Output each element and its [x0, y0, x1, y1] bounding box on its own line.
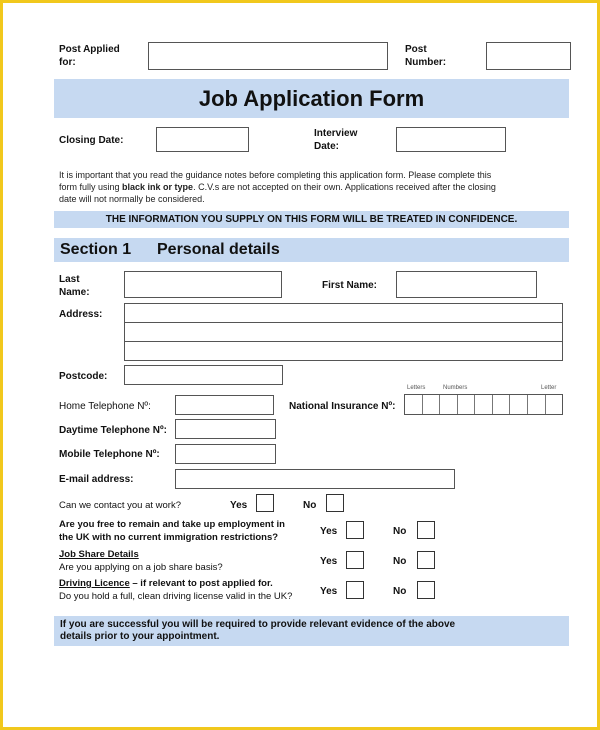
closing-date-field[interactable] [156, 127, 249, 152]
job-share-yes-checkbox[interactable] [346, 551, 364, 569]
evidence-notice-band [54, 616, 569, 646]
post-applied-label-line2: for: [59, 57, 76, 68]
postcode-label: Postcode: [59, 371, 108, 382]
evidence-notice-line2: details prior to your appointment. [60, 631, 220, 642]
home-telephone-label: Home Telephone Nº: [59, 401, 151, 412]
ni-cell[interactable] [440, 395, 458, 414]
post-number-label-line2: Number: [405, 57, 447, 68]
immigration-question [59, 518, 285, 544]
immigration-question-line1: Are you free to remain and take up employment in [59, 519, 285, 530]
post-applied-label [59, 43, 120, 69]
ni-cell[interactable] [423, 395, 441, 414]
immigration-yes-checkbox[interactable] [346, 521, 364, 539]
postcode-field[interactable] [124, 365, 283, 385]
ni-cell[interactable] [546, 395, 563, 414]
daytime-telephone-field[interactable] [175, 419, 276, 439]
address-line-2[interactable] [124, 322, 563, 342]
driving-licence-no-checkbox[interactable] [417, 581, 435, 599]
address-label: Address: [59, 309, 103, 320]
ni-cell[interactable] [405, 395, 423, 414]
confidence-banner [54, 211, 569, 228]
daytime-telephone-label: Daytime Telephone Nº: [59, 425, 167, 436]
post-number-field[interactable] [486, 42, 571, 70]
ni-cell[interactable] [458, 395, 476, 414]
first-name-label: First Name: [322, 280, 378, 291]
guidance-notice-line1: It is important that you read the guidance notes before completing this application form. Please complete this [59, 170, 492, 180]
yes-label: Yes [320, 526, 338, 537]
evidence-notice-line1: If you are successful you will be required to provide relevant evidence of the above [60, 619, 456, 630]
guidance-notice [59, 169, 567, 205]
last-name-field[interactable] [124, 271, 282, 298]
contact-at-work-question: Can we contact you at work? [59, 500, 181, 511]
guidance-notice-line3: date will not normally be considered. [59, 194, 205, 204]
home-telephone-field[interactable] [175, 395, 274, 415]
ni-cell[interactable] [493, 395, 511, 414]
no-label: No [393, 526, 407, 537]
mobile-telephone-field[interactable] [175, 444, 276, 464]
job-share-title: Job Share Details [59, 549, 139, 560]
immigration-question-line2: the UK with no current immigration restrictions? [59, 532, 279, 543]
form-title: Job Application Form [198, 86, 425, 111]
post-applied-field[interactable] [148, 42, 388, 70]
contact-at-work-yes-checkbox[interactable] [256, 494, 274, 512]
driving-licence-yes-checkbox[interactable] [346, 581, 364, 599]
section-number: Section 1 [60, 241, 132, 258]
address-line-3[interactable] [124, 341, 563, 361]
ni-cell[interactable] [510, 395, 528, 414]
section-1-band [54, 238, 569, 262]
immigration-no-checkbox[interactable] [417, 521, 435, 539]
section-title: Personal details [157, 241, 280, 258]
national-insurance-field[interactable] [404, 394, 563, 415]
post-number-label-line1: Post [405, 44, 427, 55]
notice-emphasis: black ink or type [122, 182, 194, 192]
yes-label: Yes [320, 556, 338, 567]
driving-licence-title: Driving Licence [59, 578, 130, 589]
last-name-label-line1: Last [59, 274, 80, 285]
job-share-heading [59, 548, 223, 574]
job-share-question: Are you applying on a job share basis? [59, 562, 223, 573]
yes-label: Yes [230, 500, 248, 511]
interview-date-label-line1: Interview [314, 128, 358, 139]
driving-licence-title-line [59, 577, 292, 590]
notice-text: . C.V.s are not accepted on their own. Applications received after the closing [193, 182, 496, 192]
email-label: E-mail address: [59, 474, 134, 485]
ni-hint-letter: Letter [541, 385, 557, 391]
job-share-no-checkbox[interactable] [417, 551, 435, 569]
last-name-label-line2: Name: [59, 287, 90, 298]
national-insurance-label: National Insurance Nº: [289, 401, 396, 412]
title-band [54, 79, 569, 118]
email-field[interactable] [175, 469, 455, 489]
interview-date-field[interactable] [396, 127, 506, 152]
first-name-field[interactable] [396, 271, 537, 298]
driving-licence-heading [59, 577, 292, 603]
ni-hint-numbers: Numbers [443, 385, 468, 391]
evidence-notice [60, 619, 455, 643]
application-form-page [3, 3, 597, 727]
post-applied-label-line1: Post Applied [59, 44, 120, 55]
last-name-label [59, 273, 90, 299]
contact-at-work-no-checkbox[interactable] [326, 494, 344, 512]
ni-hint-letters: Letters [407, 385, 426, 391]
driving-licence-title-rest: – if relevant to post applied for. [129, 578, 273, 589]
interview-date-label-line2: Date: [314, 141, 340, 152]
no-label: No [303, 500, 317, 511]
no-label: No [393, 586, 407, 597]
closing-date-label: Closing Date: [59, 135, 124, 146]
ni-cell[interactable] [475, 395, 493, 414]
guidance-notice-line2 [59, 181, 567, 193]
driving-licence-question: Do you hold a full, clean driving license valid in the UK? [59, 591, 293, 602]
mobile-telephone-label: Mobile Telephone Nº: [59, 449, 160, 460]
no-label: No [393, 556, 407, 567]
notice-text: form fully using [59, 182, 123, 192]
post-number-label [405, 43, 446, 69]
interview-date-label [314, 127, 357, 153]
ni-cell[interactable] [528, 395, 546, 414]
confidence-banner-text: THE INFORMATION YOU SUPPLY ON THIS FORM WILL BE TREATED IN CONFIDENCE. [105, 214, 518, 225]
yes-label: Yes [320, 586, 338, 597]
address-line-1[interactable] [124, 303, 563, 323]
